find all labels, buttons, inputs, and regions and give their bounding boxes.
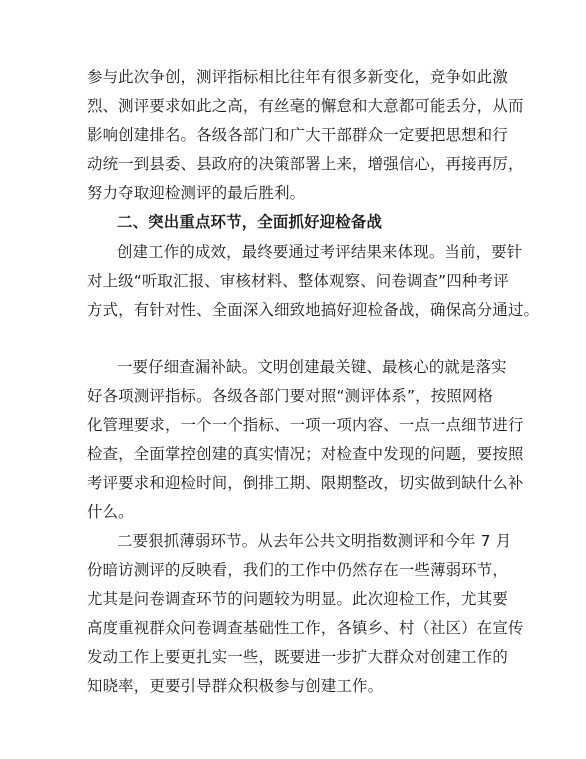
paragraph-line: 化管理要求，一个一个指标、一项一项内容、一点一点细节进行 [87,416,524,434]
paragraph-line: 知晓率，更要引导群众积极参与创建工作。 [87,677,384,695]
section-heading: 二、突出重点环节，全面抓好迎检备战 [117,213,383,231]
paragraph-line: 创建工作的成效，最终要通过考评结果来体现。当前，要针 [117,243,523,261]
paragraph-line: 检查，全面掌控创建的真实情况；对检查中发现的问题，要按照 [87,445,524,463]
paragraph-line: 参与此次争创，测评指标相比往年有很多新变化，竞争如此激 [87,68,508,86]
paragraph-line: 动统一到县委、县政府的决策部署上来，增强信心，再接再厉， [87,155,524,173]
paragraph-line: 一要仔细查漏补缺。文明创建最关键、最核心的就是落实 [117,358,507,376]
paragraph-line: 烈、测评要求如此之高，有丝毫的懈怠和大意都可能丢分，从而 [87,97,524,115]
paragraph-line: 二要狠抓薄弱环节。从去年公共文明指数测评和今年 7 月 [117,532,512,550]
paragraph-line: 考评要求和迎检时间，倒排工期、限期整改，切实做到缺什么补 [87,474,524,492]
paragraph-line: 努力夺取迎检测评的最后胜利。 [87,184,306,202]
paragraph-line: 方式，有针对性、全面深入细致地搞好迎检备战，确保高分通过。 [87,301,540,319]
paragraph-line: 对上级“听取汇报、审核材料、整体观察、问卷调查”四种考评 [87,272,509,290]
paragraph-line: 好各项测评指标。各级各部门要对照“测评体系”，按照网格 [87,387,494,405]
paragraph-line: 尤其是问卷调查环节的问题较为明显。此次迎检工作，尤其要 [87,590,508,608]
paragraph-line: 高度重视群众问卷调查基础性工作，各镇乡、村（社区）在宣传 [87,619,524,637]
paragraph-line: 什么。 [87,503,134,521]
paragraph-line: 发动工作上要更扎实一些，既要进一步扩大群众对创建工作的 [87,648,508,666]
paragraph-line: 份暗访测评的反映看，我们的工作中仍然存在一些薄弱环节， [87,561,508,579]
paragraph-line: 影响创建排名。各级各部门和广大干部群众一定要把思想和行 [87,126,508,144]
